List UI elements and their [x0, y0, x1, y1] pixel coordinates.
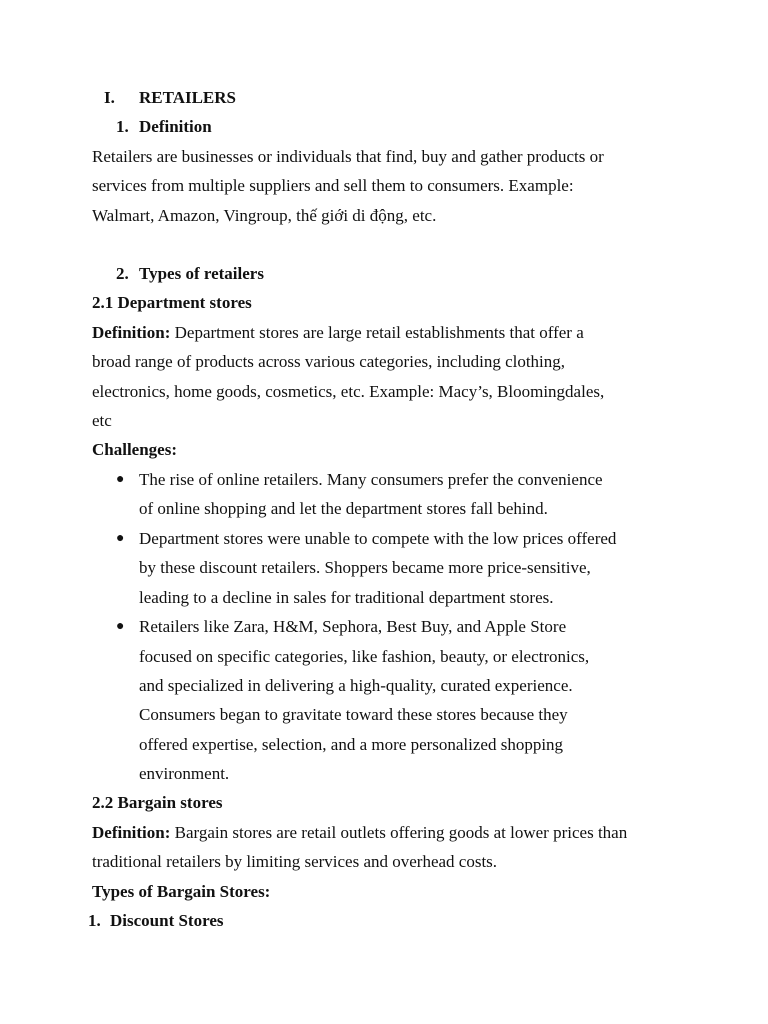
- bullet-line: offered expertise, selection, and a more personalized shopping: [139, 735, 564, 754]
- bullet-line: The rise of online retailers. Many consumers prefer the convenience: [139, 470, 603, 489]
- definition-label: Definition:: [92, 823, 171, 842]
- bullet-line: focused on specific categories, like fashion, beauty, or electronics,: [139, 647, 590, 666]
- list-number: 1.: [88, 911, 101, 930]
- paragraph-line: traditional retailers by limiting services and overhead costs.: [92, 852, 498, 871]
- bullet-line: Consumers began to gravitate toward these stores because they: [139, 705, 568, 724]
- definition-text: Department stores are large retail establishments that offer a: [170, 323, 584, 342]
- list-item-title: Discount Stores: [110, 911, 224, 930]
- bullet-line: Retailers like Zara, H&M, Sephora, Best Buy, and Apple Store: [139, 617, 567, 636]
- bullet-line: Department stores were unable to compete with the low prices offered: [139, 529, 617, 548]
- bullet-line: leading to a decline in sales for traditional department stores.: [139, 588, 554, 607]
- bullet-line: and specialized in delivering a high-quality, curated experience.: [139, 676, 573, 695]
- subheading: 2.1 Department stores: [92, 293, 252, 312]
- definition-text: Bargain stores are retail outlets offering goods at lower prices than: [170, 823, 628, 842]
- subsection-number: 2.: [116, 264, 129, 283]
- subsection-number: 1.: [116, 117, 129, 136]
- paragraph-line: Retailers are businesses or individuals that find, buy and gather products or: [92, 147, 604, 166]
- types-label: Types of Bargain Stores:: [92, 882, 271, 901]
- subheading: 2.2 Bargain stores: [92, 793, 223, 812]
- subsection-title: Types of retailers: [139, 264, 264, 283]
- section-title: RETAILERS: [139, 88, 236, 107]
- paragraph-line: etc: [92, 411, 112, 430]
- subsection-title: Definition: [139, 117, 212, 136]
- bullet-line: environment.: [139, 764, 230, 783]
- bullet-icon: ●: [116, 619, 125, 634]
- paragraph-line: electronics, home goods, cosmetics, etc. Example: Macy’s, Bloomingdales,: [92, 382, 605, 401]
- paragraph-line: broad range of products across various categories, including clothing,: [92, 352, 566, 371]
- definition-line: [92, 823, 627, 843]
- paragraph-line: Walmart, Amazon, Vingroup, thế giới di động, etc.: [92, 206, 437, 225]
- bullet-line: by these discount retailers. Shoppers became more price-sensitive,: [139, 558, 591, 577]
- section-numeral: I.: [104, 88, 115, 107]
- bullet-icon: ●: [116, 531, 125, 546]
- challenges-label: Challenges:: [92, 440, 177, 459]
- definition-label: Definition:: [92, 323, 171, 342]
- bullet-line: of online shopping and let the department stores fall behind.: [139, 499, 548, 518]
- paragraph-line: services from multiple suppliers and sell them to consumers. Example:: [92, 176, 574, 195]
- definition-line: [92, 323, 584, 343]
- bullet-icon: ●: [116, 472, 125, 487]
